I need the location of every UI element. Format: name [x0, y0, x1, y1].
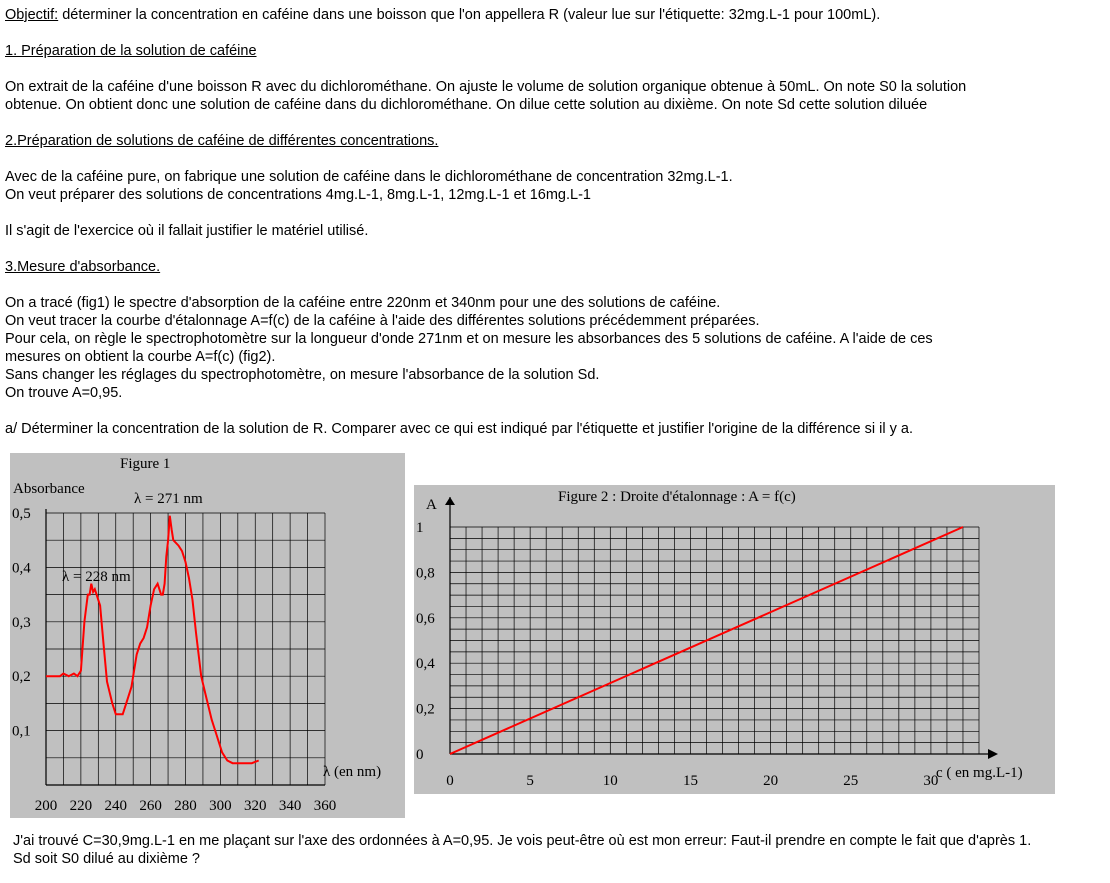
figure1-y-tick-label: 0,5	[12, 506, 31, 522]
figure2-y-tick-label: 0,2	[416, 701, 435, 718]
section3-line5: Sans changer les réglages du spectrophotomètre, on mesure l'absorbance de la solution Sd.	[5, 367, 600, 383]
figure1-x-tick-label: 300	[209, 798, 232, 814]
figure1-x-tick-label: 340	[278, 798, 302, 814]
figure1-y-tick-label: 0,3	[12, 614, 31, 631]
figure1-x-tick-label: 260	[139, 798, 162, 814]
section3-line3: Pour cela, on règle le spectrophotomètre sur la longueur d'onde 271nm et on mesure les absorbances des 5 solutions de caféine. A l'aide de ces	[5, 331, 933, 347]
figure1-x-tick-label: 240	[104, 798, 127, 814]
figure2-y-axis-label: A	[426, 497, 437, 513]
figure1-chart	[10, 453, 405, 818]
figure1-annotation-271: λ = 271 nm	[134, 491, 203, 507]
section3-line6: On trouve A=0,95.	[5, 385, 123, 401]
objective-text: déterminer la concentration en caféine dans une boisson que l'on appellera R (valeur lue sur l'étiquette: 32mg.L-1 pour 100mL).	[58, 7, 881, 23]
figure1-title: Figure 1	[120, 456, 171, 472]
figure2-x-tick-label: 15	[682, 773, 698, 789]
section2-note: Il s'agit de l'exercice où il fallait justifier le matériel utilisé.	[5, 223, 369, 239]
objective-line	[5, 6, 880, 24]
figure1-x-tick-label: 280	[174, 798, 197, 814]
figure2-x-tick-label: 5	[526, 773, 534, 789]
objective-label: Objectif:	[5, 7, 59, 23]
section1-line2: obtenue. On obtient donc une solution de caféine dans du dichlorométhane. On dilue cette solution au dixième. On note Sd cette solution diluée	[5, 97, 928, 113]
footer-line1: J'ai trouvé C=30,9mg.L-1 en me plaçant sur l'axe des ordonnées à A=0,95. Je vois peut-être où est mon erreur: Faut-il prendre en compte le fait que d'après 1.	[13, 833, 1032, 849]
section3-line4: mesures on obtient la courbe A=f(c) (fig2).	[5, 349, 276, 365]
figure1-y-tick-label: 0,4	[12, 560, 31, 577]
figure2-y-tick-label: 0,8	[416, 565, 435, 582]
section2-line1: Avec de la caféine pure, on fabrique une solution de caféine dans le dichlorométhane de concentration 32mg.L-1.	[5, 169, 733, 185]
figure2-chart	[414, 485, 1055, 794]
figure2-y-tick-label: 0	[416, 747, 424, 763]
section1-line1: On extrait de la caféine d'une boisson R avec du dichlorométhane. On ajuste le volume de solution organique obtenue à 50mL. On note S0 la solution	[5, 79, 967, 95]
figure1-x-tick-labels	[35, 798, 337, 814]
section3-line1: On a tracé (fig1) le spectre d'absorption de la caféine entre 220nm et 340nm pour une des solutions de caféine.	[5, 295, 721, 311]
figure2-y-tick-label: 0,4	[416, 656, 435, 673]
figure2-x-tick-label: 20	[763, 773, 779, 789]
figure2-x-tick-label: 25	[843, 773, 859, 789]
section1-title: 1. Préparation de la solution de caféine	[5, 43, 257, 59]
figure1-annotation-228: λ = 228 nm	[62, 569, 131, 585]
figure1-y-tick-label: 0,2	[12, 669, 31, 686]
figure2-y-tick-label: 0,6	[416, 610, 435, 627]
figure2-y-tick-label: 1	[416, 520, 424, 536]
figure2-x-axis-label: c ( en mg.L-1)	[936, 765, 1023, 781]
section3-title: 3.Mesure d'absorbance.	[5, 259, 161, 275]
section2-line2: On veut préparer des solutions de concentrations 4mg.L-1, 8mg.L-1, 12mg.L-1 et 16mg.L-1	[5, 187, 591, 203]
figure1-x-tick-label: 200	[34, 798, 58, 814]
figure2-x-tick-label: 30	[923, 773, 939, 789]
figure1-y-tick-label: 0,1	[12, 723, 31, 740]
footer-line2: Sd soit S0 dilué au dixième ?	[13, 851, 200, 867]
section2-title: 2.Préparation de solutions de caféine de différentes concentrations.	[5, 133, 439, 149]
figure1-y-axis-label: Absorbance	[13, 481, 85, 497]
question-line: a/ Déterminer la concentration de la solution de R. Comparer avec ce qui est indiqué par l'étiquette et justifier l'origine de la différence si il y a.	[5, 421, 913, 437]
figure1-x-tick-label: 220	[69, 798, 93, 814]
figure1-x-tick-label: 320	[244, 798, 267, 814]
figure2-background	[414, 485, 1055, 794]
figure2-x-tick-label: 10	[602, 773, 618, 789]
figure1-x-tick-label: 360	[313, 798, 337, 814]
figure2-title: Figure 2 : Droite d'étalonnage : A = f(c)	[558, 489, 796, 505]
figure1-x-axis-label: λ (en nm)	[323, 764, 382, 780]
section3-line2: On veut tracer la courbe d'étalonnage A=f(c) de la caféine à l'aide des différentes solutions précédemment préparées.	[5, 313, 760, 329]
figure2-x-tick-label: 0	[446, 773, 454, 789]
